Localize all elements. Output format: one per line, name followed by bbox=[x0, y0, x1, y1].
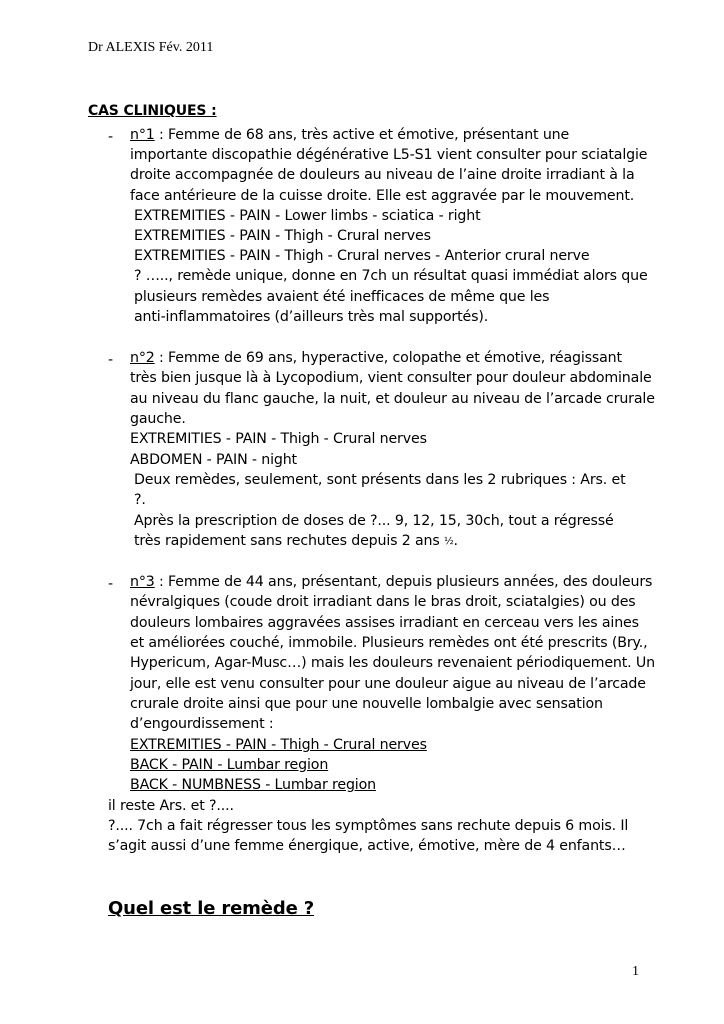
case-2-last-text: très rapidement sans rechutes depuis 2 ans bbox=[134, 533, 444, 549]
case-3-rubric: BACK - NUMBNESS - Lumbar region bbox=[130, 777, 376, 793]
case-3-line: Hypericum, Agar-Musc…) mais les douleurs revenaient périodiquement. Un bbox=[130, 655, 655, 671]
case-3-intro: : Femme de 44 ans, présentant, depuis plusieurs années, des douleurs bbox=[154, 574, 653, 590]
case-2-rubric: ABDOMEN - PAIN - night bbox=[130, 452, 297, 468]
case-3-line: et améliorées couché, immobile. Plusieurs remèdes ont été prescrits (Bry., bbox=[130, 635, 648, 651]
list-bullet: - bbox=[108, 352, 113, 368]
case-3-line: crurale droite ainsi que pour une nouvelle lombalgie avec sensation bbox=[130, 696, 603, 712]
case-1-line: importante discopathie dégénérative L5-S1 vient consulter pour sciatalgie bbox=[130, 147, 648, 163]
case-1-intro: : Femme de 68 ans, très active et émotive, présentant une bbox=[154, 127, 570, 143]
case-1-rubric: EXTREMITIES - PAIN - Thigh - Crural nerves - Anterior crural nerve bbox=[134, 248, 590, 264]
case-2-line bbox=[134, 531, 458, 552]
case-2-line: gauche. bbox=[130, 411, 186, 427]
case-3-line: il reste Ars. et ?.... bbox=[108, 798, 234, 814]
document-header: Dr ALEXIS Fév. 2011 bbox=[88, 40, 214, 55]
case-1-label: n°1 bbox=[130, 127, 155, 143]
case-3-line: s’agit aussi d’une femme énergique, active, émotive, mère de 4 enfants… bbox=[108, 838, 626, 854]
case-2-line: très bien jusque là à Lycopodium, vient consulter pour douleur abdominale bbox=[130, 370, 652, 386]
case-2-line: Après la prescription de doses de ?... 9, 12, 15, 30ch, tout a régressé bbox=[134, 513, 614, 529]
case-3-line: névralgiques (coude droit irradiant dans le bras droit, sciatalgies) ou des bbox=[130, 594, 636, 610]
case-3-label: n°3 bbox=[130, 574, 155, 590]
case-3-line bbox=[130, 572, 652, 592]
case-2-line: Deux remèdes, seulement, sont présents dans les 2 rubriques : Ars. et bbox=[134, 472, 626, 488]
case-1-line: face antérieure de la cuisse droite. Elle est aggravée par le mouvement. bbox=[130, 188, 635, 204]
case-3-line: jour, elle est venu consulter pour une douleur aigue au niveau de l’arcade bbox=[130, 676, 646, 692]
section-heading: CAS CLINIQUES : bbox=[88, 103, 217, 119]
page-number: 1 bbox=[632, 964, 639, 979]
case-3-rubric: BACK - PAIN - Lumbar region bbox=[130, 757, 329, 773]
case-2-line: au niveau du flanc gauche, la nuit, et douleur au niveau de l’arcade crurale bbox=[130, 391, 655, 407]
case-2-period: . bbox=[453, 533, 458, 549]
case-1-line: plusieurs remèdes avaient été inefficaces de même que les bbox=[134, 289, 550, 305]
case-2-label: n°2 bbox=[130, 350, 155, 366]
case-2-rubric: EXTREMITIES - PAIN - Thigh - Crural nerves bbox=[130, 431, 427, 447]
case-3-rubric: EXTREMITIES - PAIN - Thigh - Crural nerves bbox=[130, 737, 427, 753]
case-3-line: ?.... 7ch a fait régresser tous les symptômes sans rechute depuis 6 mois. Il bbox=[108, 818, 629, 834]
case-3-line: douleurs lombaires aggravées assises irradiant en cerceau vers les aines bbox=[130, 615, 639, 631]
case-1-line: anti-inflammatoires (d’ailleurs très mal supportés). bbox=[134, 309, 489, 325]
fraction-half: ½ bbox=[444, 536, 454, 547]
list-bullet: - bbox=[108, 576, 113, 592]
closing-question: Quel est le remède ? bbox=[108, 898, 315, 919]
case-2-line bbox=[130, 348, 622, 368]
case-3-line: d’engourdissement : bbox=[130, 716, 274, 732]
case-1-line bbox=[130, 125, 569, 145]
case-1-line: droite accompagnée de douleurs au niveau de l’aine droite irradiant à la bbox=[130, 167, 635, 183]
list-bullet: - bbox=[108, 129, 113, 145]
case-2-line: ?. bbox=[134, 492, 146, 508]
case-2-intro: : Femme de 69 ans, hyperactive, colopathe et émotive, réagissant bbox=[154, 350, 622, 366]
case-1-rubric: EXTREMITIES - PAIN - Lower limbs - sciatica - right bbox=[134, 208, 481, 224]
case-1-line: ? ….., remède unique, donne en 7ch un résultat quasi immédiat alors que bbox=[134, 268, 648, 284]
case-1-rubric: EXTREMITIES - PAIN - Thigh - Crural nerves bbox=[134, 228, 431, 244]
